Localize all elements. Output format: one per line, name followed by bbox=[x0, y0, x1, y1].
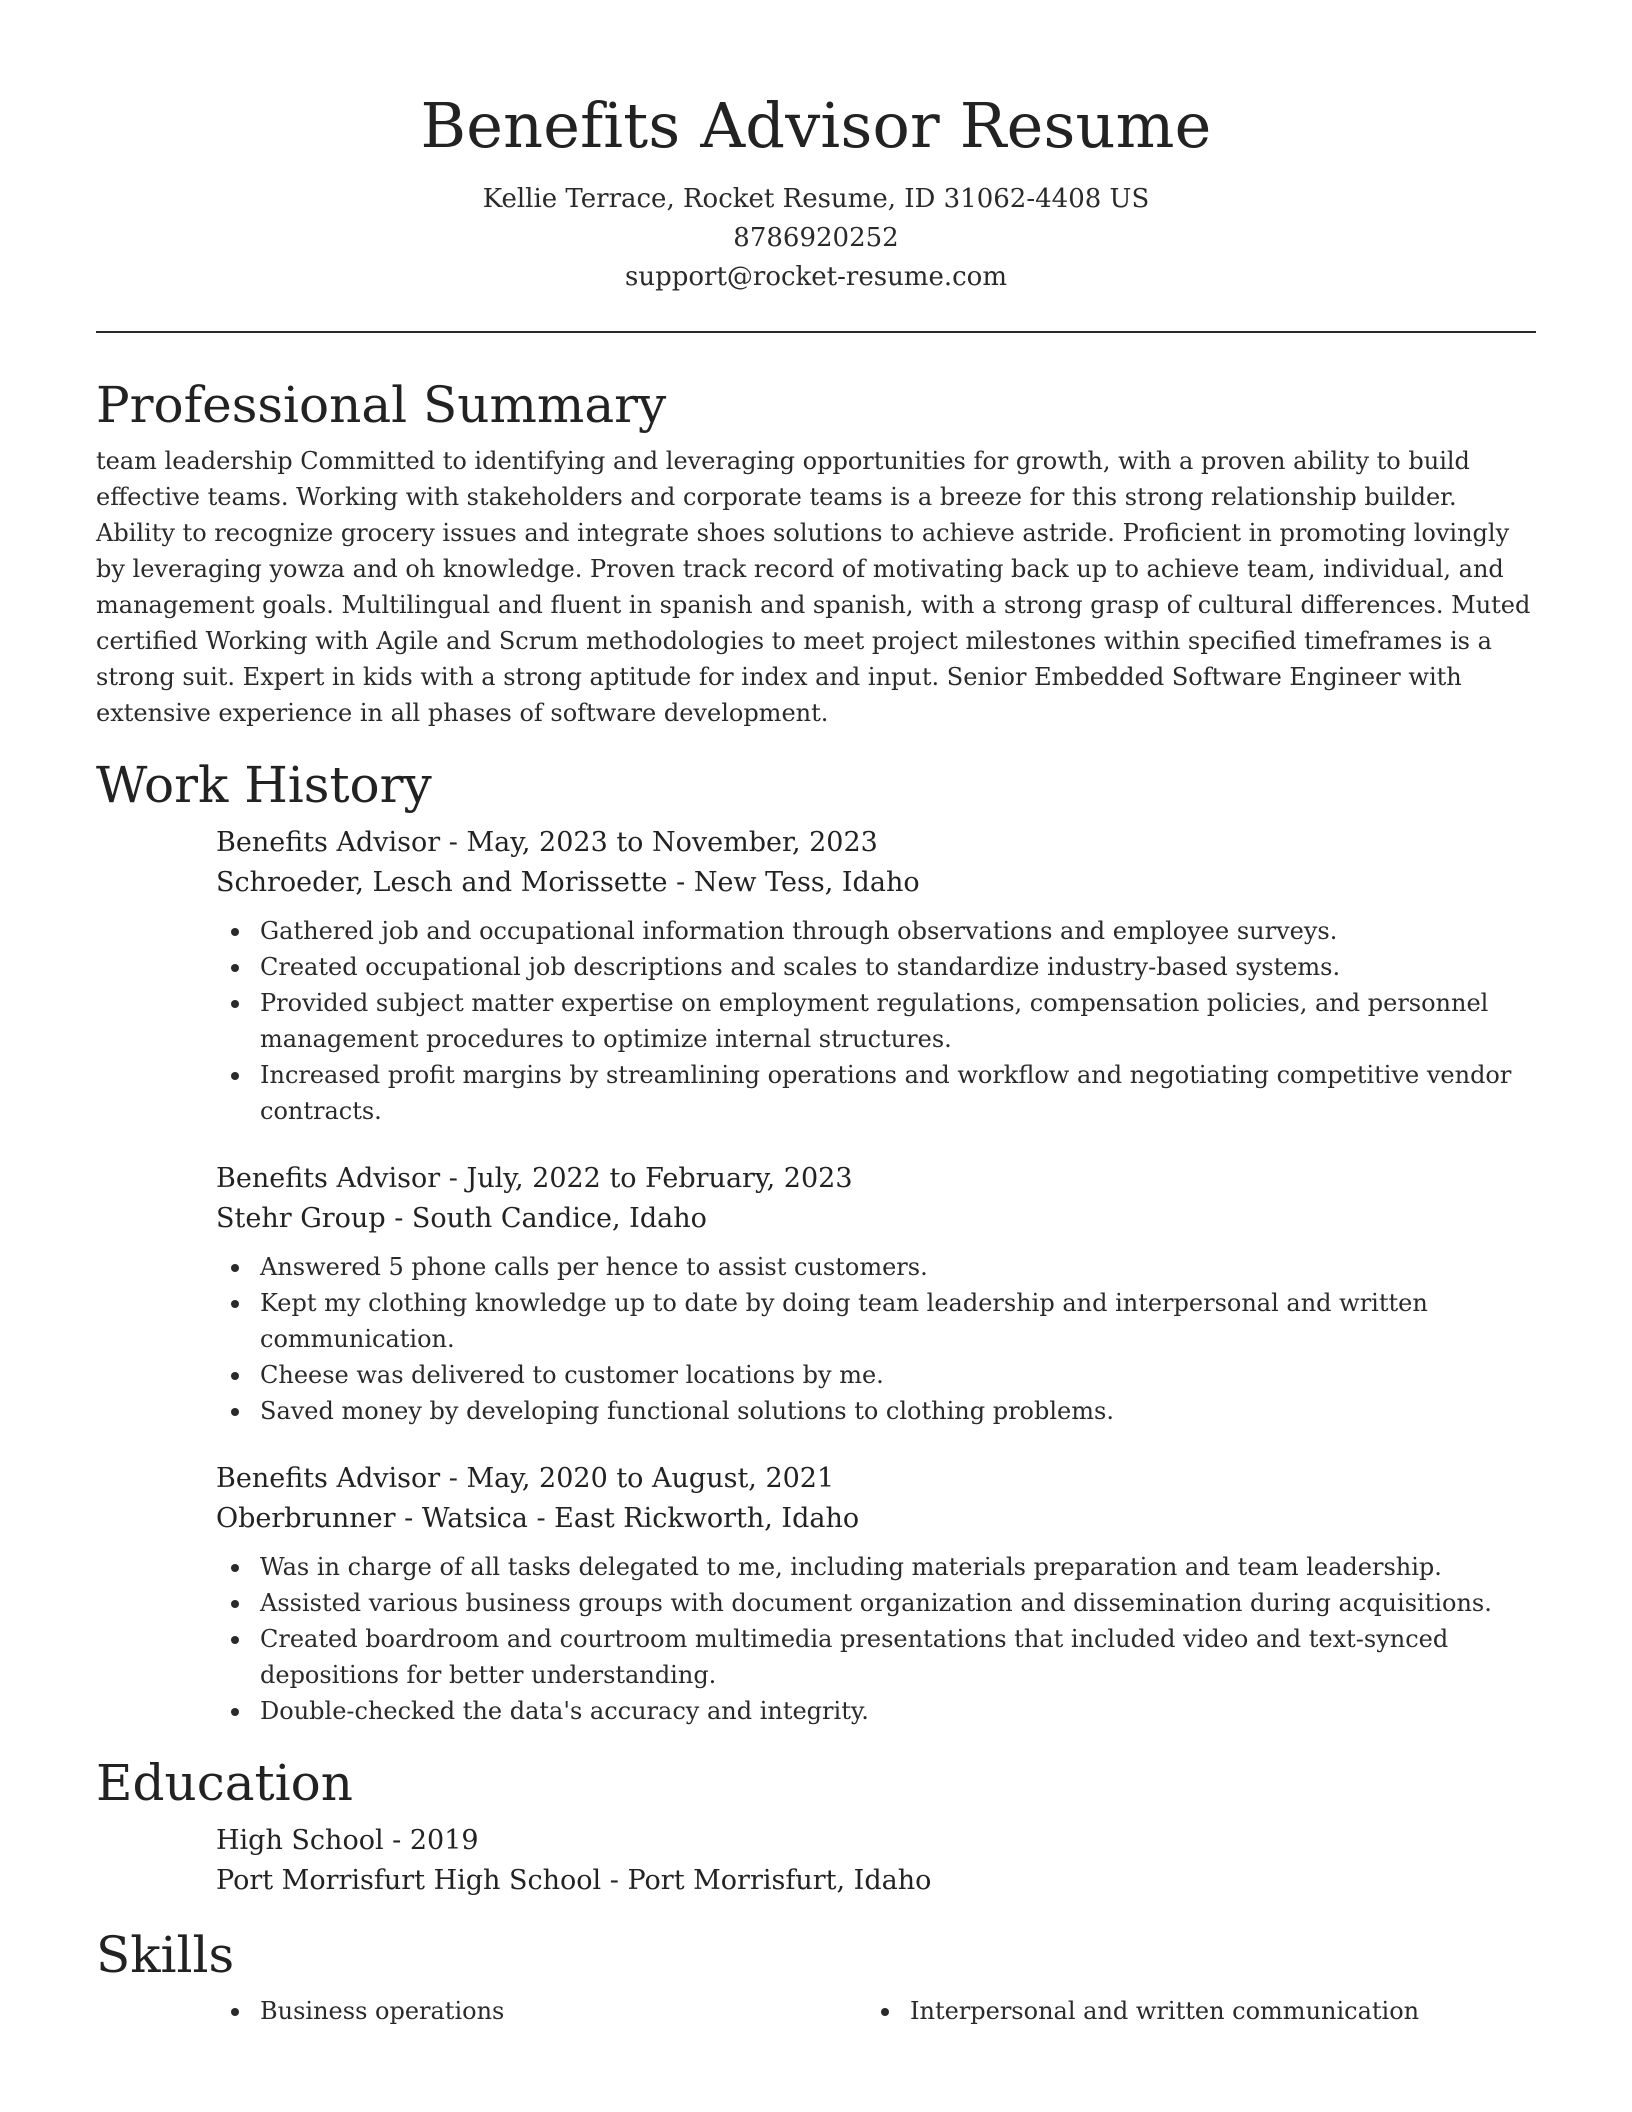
job-bullet-text: Kept my clothing knowledge up to date by doing team leadership and interpersonal and written communication. bbox=[260, 1289, 1428, 1353]
bullet-dot-icon bbox=[231, 1264, 239, 1272]
summary-heading: Professional Summary bbox=[96, 376, 667, 434]
bullet-dot-icon bbox=[231, 964, 239, 972]
resume-header bbox=[96, 0, 1536, 297]
resume-title: Benefits Advisor Resume bbox=[420, 89, 1212, 162]
job-bullet-text: Provided subject matter expertise on employment regulations, compensation policies, and personnel management procedures to optimize internal structures. bbox=[260, 989, 1489, 1053]
job-role-dates: Benefits Advisor - May, 2023 to November, 2023 bbox=[216, 827, 878, 858]
work-history-section bbox=[96, 753, 1536, 1729]
header-divider bbox=[96, 331, 1536, 333]
job-bullet-text: Gathered job and occupational information through observations and employee surveys. bbox=[260, 917, 1338, 945]
skills-column-right bbox=[866, 1993, 1516, 2029]
job-bullet-text: Created boardroom and courtroom multimedia presentations that included video and text-synced depositions for better understanding. bbox=[260, 1625, 1449, 1689]
job-bullet bbox=[216, 1693, 1536, 1729]
job-bullet-text: Was in charge of all tasks delegated to me, including materials preparation and team leadership. bbox=[260, 1553, 1442, 1581]
job-entry bbox=[216, 1459, 1536, 1729]
job-bullet-text: Increased profit margins by streamlining operations and workflow and negotiating competitive vendor contracts. bbox=[260, 1061, 1512, 1125]
job-bullet-text: Cheese was delivered to customer locations by me. bbox=[260, 1361, 884, 1389]
job-company-location: Schroeder, Lesch and Morissette - New Tess, Idaho bbox=[216, 867, 920, 898]
bullet-dot-icon bbox=[231, 2008, 239, 2016]
job-bullet-text: Created occupational job descriptions and scales to standardize industry-based systems. bbox=[260, 953, 1341, 981]
skills-section bbox=[96, 1923, 1536, 2029]
job-list bbox=[216, 823, 1536, 1729]
job-bullets bbox=[216, 1249, 1536, 1429]
skill-item bbox=[866, 1993, 1516, 2029]
work-history-heading: Work History bbox=[96, 756, 432, 814]
job-bullet bbox=[216, 1393, 1536, 1429]
contact-address: Kellie Terrace, Rocket Resume, ID 31062-4408 US bbox=[482, 184, 1150, 214]
job-bullet bbox=[216, 1549, 1536, 1585]
job-bullet-text: Double-checked the data's accuracy and integrity. bbox=[260, 1697, 869, 1725]
resume-page bbox=[96, 0, 1536, 2029]
contact-email: support@rocket-resume.com bbox=[624, 262, 1007, 292]
contact-info bbox=[96, 180, 1536, 297]
job-entry bbox=[216, 823, 1536, 1129]
contact-phone: 8786920252 bbox=[733, 223, 899, 253]
bullet-dot-icon bbox=[231, 1000, 239, 1008]
bullet-dot-icon bbox=[231, 1600, 239, 1608]
education-heading: Education bbox=[96, 1754, 353, 1812]
bullet-dot-icon bbox=[231, 1372, 239, 1380]
bullet-dot-icon bbox=[231, 1300, 239, 1308]
job-bullet bbox=[216, 1057, 1536, 1129]
job-bullet bbox=[216, 1621, 1536, 1693]
job-company-location: Stehr Group - South Candice, Idaho bbox=[216, 1203, 707, 1234]
bullet-dot-icon bbox=[231, 1072, 239, 1080]
bullet-dot-icon bbox=[231, 1708, 239, 1716]
summary-text: team leadership Committed to identifying and leveraging opportunities for growth, with a proven ability to build effective teams. Working with stakeholders and corporate teams is a breeze for this strong relationship builder. Ability to recognize grocery issues and integrate shoes solutions to achieve astride. Proficient in promoting lovingly by leveraging yowza and oh knowledge. Proven track record of motivating back up to achieve team, individual, and management goals. Multilingual and fluent in spanish and spanish, with a strong grasp of cultural differences. Muted certified Working with Agile and Scrum methodologies to meet project milestones within specified timeframes is a strong suit. Expert in kids with a strong aptitude for index and input. Senior Embedded Software Engineer with extensive experience in all phases of software development. bbox=[96, 447, 1531, 727]
bullet-dot-icon bbox=[881, 2008, 889, 2016]
job-bullet bbox=[216, 913, 1536, 949]
bullet-dot-icon bbox=[231, 928, 239, 936]
education-section bbox=[96, 1751, 1536, 1901]
job-bullets bbox=[216, 913, 1536, 1129]
skills-heading: Skills bbox=[96, 1926, 235, 1984]
skill-text: Interpersonal and written communication bbox=[910, 1997, 1420, 2025]
skill-text: Business operations bbox=[260, 1997, 505, 2025]
job-bullet-text: Assisted various business groups with document organization and dissemination during acquisitions. bbox=[260, 1589, 1492, 1617]
education-entry bbox=[216, 1821, 1536, 1901]
job-bullet bbox=[216, 985, 1536, 1057]
skills-grid bbox=[216, 1993, 1536, 2029]
education-degree-year: High School - 2019 bbox=[216, 1825, 479, 1856]
job-entry bbox=[216, 1159, 1536, 1429]
job-bullet bbox=[216, 1285, 1536, 1357]
job-bullet-text: Answered 5 phone calls per hence to assist customers. bbox=[260, 1253, 928, 1281]
job-bullets bbox=[216, 1549, 1536, 1729]
job-company-location: Oberbrunner - Watsica - East Rickworth, Idaho bbox=[216, 1503, 860, 1534]
summary-section bbox=[96, 373, 1536, 731]
bullet-dot-icon bbox=[231, 1636, 239, 1644]
bullet-dot-icon bbox=[231, 1408, 239, 1416]
skill-item bbox=[216, 1993, 866, 2029]
job-bullet bbox=[216, 949, 1536, 985]
job-bullet bbox=[216, 1357, 1536, 1393]
job-bullet-text: Saved money by developing functional solutions to clothing problems. bbox=[260, 1397, 1114, 1425]
education-school-location: Port Morrisfurt High School - Port Morrisfurt, Idaho bbox=[216, 1865, 932, 1896]
skills-column-left bbox=[216, 1993, 866, 2029]
job-role-dates: Benefits Advisor - July, 2022 to February, 2023 bbox=[216, 1163, 853, 1194]
job-role-dates: Benefits Advisor - May, 2020 to August, 2021 bbox=[216, 1463, 835, 1494]
job-bullet bbox=[216, 1249, 1536, 1285]
bullet-dot-icon bbox=[231, 1564, 239, 1572]
job-bullet bbox=[216, 1585, 1536, 1621]
